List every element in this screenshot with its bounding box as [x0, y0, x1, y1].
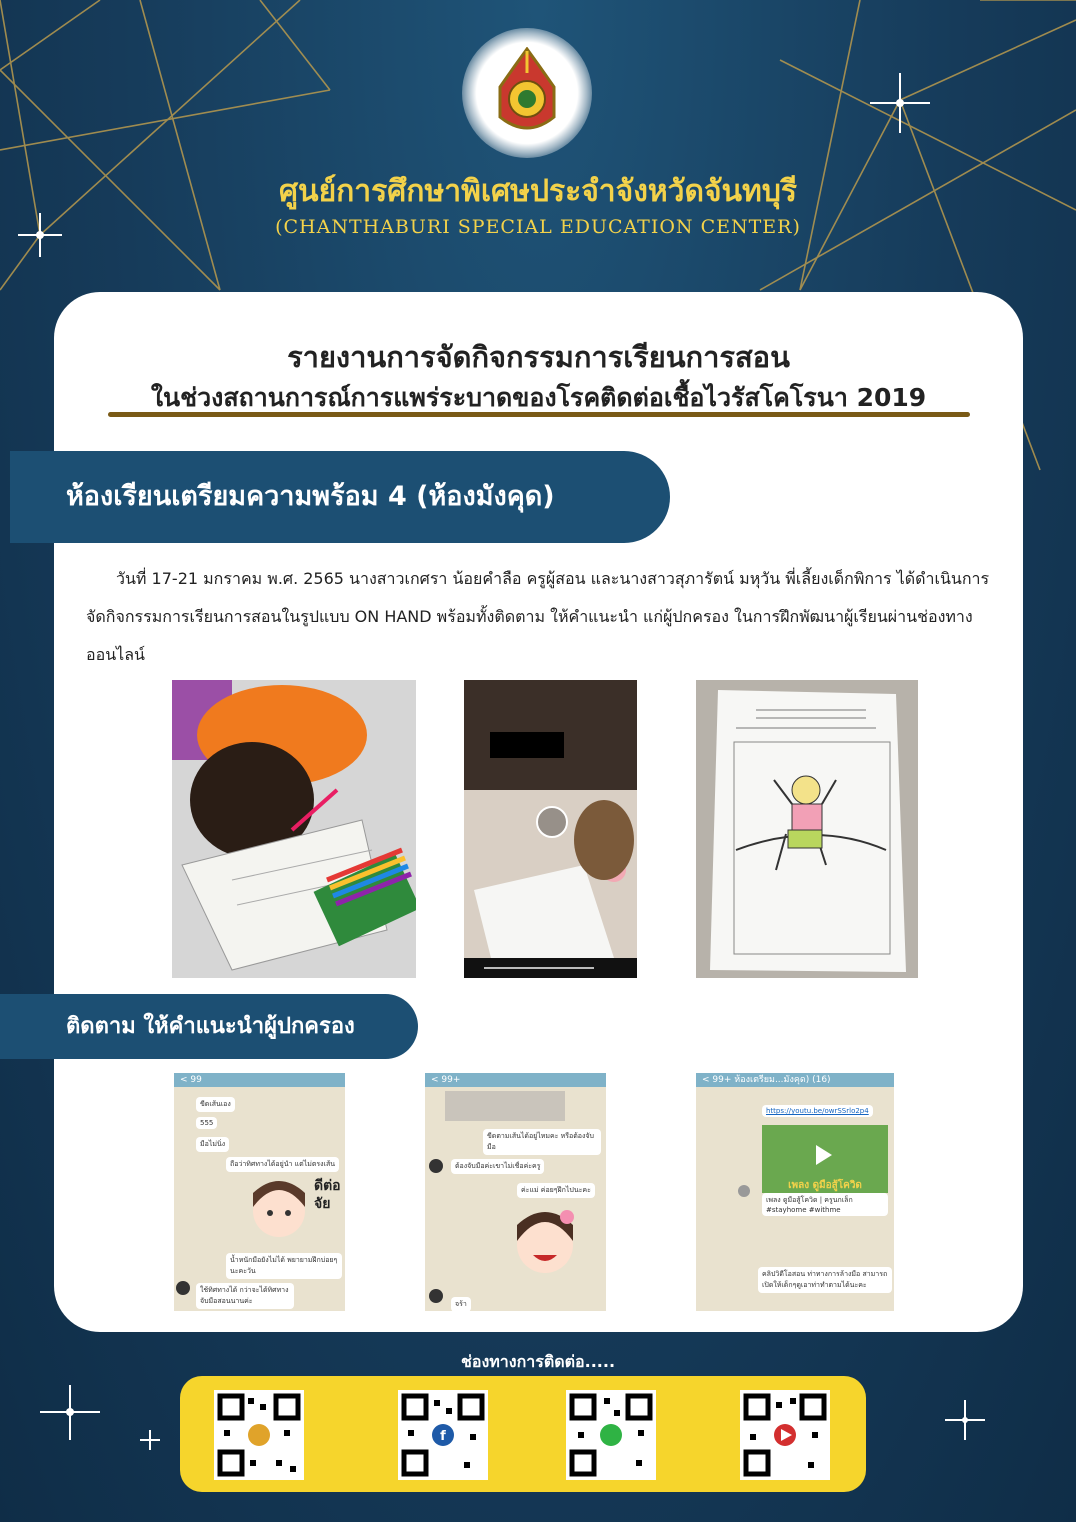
chat-bubble: มือไม่นิ่ง	[196, 1137, 229, 1152]
chat-screenshot-1	[174, 1073, 345, 1311]
sticker-girl-icon	[244, 1173, 314, 1243]
school-emblem-logo	[462, 28, 592, 158]
qr-youtube-icon	[740, 1390, 830, 1480]
activity-photo-coloring-sheet	[696, 680, 918, 978]
org-name-thai: ศูนย์การศึกษาพิเศษประจำจังหวัดจันทบุรี	[279, 174, 797, 209]
followup-heading: ติดตาม ให้คำแนะนำผู้ปกครอง	[0, 994, 418, 1059]
sticker-text: ดีต่อจัย	[314, 1178, 341, 1212]
chat-screenshot-2	[425, 1073, 606, 1311]
video-play-icon[interactable]	[536, 806, 568, 838]
chat-header-bar: < 99+	[425, 1073, 606, 1087]
sticker-laughing-girl-icon	[505, 1201, 585, 1281]
emblem-icon	[492, 47, 562, 139]
chat-bubble: ขีดเส้นเอง	[196, 1097, 235, 1112]
chat-bubble: ใช้ทิศทางได้ กว่าจะได้ทิศทางจับมือสอนนานค่ะ	[196, 1283, 294, 1309]
title-underline	[108, 412, 970, 417]
chat-header-bar: < 99	[174, 1073, 345, 1087]
classroom-heading: ห้องเรียนเตรียมความพร้อม 4 (ห้องมังคุด)	[10, 451, 670, 543]
chat-bubble: ต้องจับมือค่ะเขาไม่เชื่อค่ะครู	[451, 1159, 544, 1174]
qr-code-line[interactable]	[566, 1390, 656, 1480]
chat-bubble: จร้า	[451, 1297, 471, 1311]
qr-code-youtube[interactable]	[740, 1390, 830, 1480]
avatar	[429, 1289, 443, 1303]
qr-code-school[interactable]	[214, 1390, 304, 1480]
chat-image-thumbnail	[445, 1091, 565, 1121]
play-icon	[816, 1145, 832, 1165]
avatar	[738, 1185, 750, 1197]
video-thumbnail-title: เพลง ดูมือสู้โควิด	[788, 1180, 862, 1191]
avatar	[429, 1159, 443, 1173]
qr-line-icon	[566, 1390, 656, 1480]
video-thumbnail[interactable]	[762, 1125, 888, 1193]
report-subtitle: ในช่วงสถานการณ์การแพร่ระบาดของโรคติดต่อเชื้อไวรัสโคโรนา 2019	[150, 383, 927, 412]
chat-screenshot-3	[696, 1073, 894, 1311]
youtube-link[interactable]: https://youtu.be/owrSSrlo2p4	[762, 1105, 873, 1117]
chat-bubble: น้ำหนักมือยังไม่ได้ พยายามฝึกบ่อยๆ นะคะวัน	[226, 1253, 342, 1279]
qr-school-icon	[214, 1390, 304, 1480]
chat-header-bar: < 99+ ห้องเตรียม...มังคุด) (16)	[696, 1073, 894, 1087]
activity-description	[86, 560, 996, 674]
photo-child-writing-illustration	[172, 680, 416, 978]
qr-facebook-icon	[398, 1390, 488, 1480]
chat-bubble: ขีดตามเส้นได้อยู่ไหมคะ หรือต้องจับมือ	[483, 1129, 601, 1155]
chat-bubble: คลิปวิดีโอสอน ท่าทางการล้างมือ สามารถเปิดให้เด็กๆดูเอาท่าทำตามได้นะคะ	[758, 1267, 892, 1293]
svg-text:f: f	[440, 1429, 446, 1444]
chat-bubble: ถือว่าทิศทางได้อยู่นำ แต่ไม่ตรงเส้น	[226, 1157, 339, 1172]
description-text: วันที่ 17-21 มกราคม พ.ศ. 2565 นางสาวเกศรา น้อยคำลือ ครูผู้สอน และนางสาวสุภารัตน์ มหุวัน พี่เลี้ยงเด็กพิการ ได้ดำเนินการจัดกิจกรรมการเรียนการสอนในรูปแบบ ON HAND พร้อมทั้งติดตาม ให้คำแนะนำ แก่ผู้ปกครอง ในการฝึกพัฒนาผู้เรียนผ่านช่องทางออนไลน์	[86, 569, 990, 664]
avatar	[176, 1281, 190, 1295]
org-name-english: (CHANTHABURI SPECIAL EDUCATION CENTER)	[275, 216, 801, 238]
chat-bubble: ค่ะแม่ ค่อยๆฝึกไปนะคะ	[517, 1183, 595, 1198]
activity-photo-child-writing	[172, 680, 416, 978]
video-caption: เพลง ดูมือสู้โควิด | ครูนกเล็ก #stayhome #withme	[762, 1193, 888, 1216]
chat-bubble: 555	[196, 1117, 217, 1129]
qr-code-facebook[interactable]	[398, 1390, 488, 1480]
coloring-sheet-illustration	[696, 680, 918, 978]
activity-video-still[interactable]	[464, 680, 637, 978]
report-title: รายงานการจัดกิจกรรมการเรียนการสอน	[287, 340, 790, 374]
contact-label: ช่องทางการติดต่อ.....	[460, 1352, 616, 1371]
